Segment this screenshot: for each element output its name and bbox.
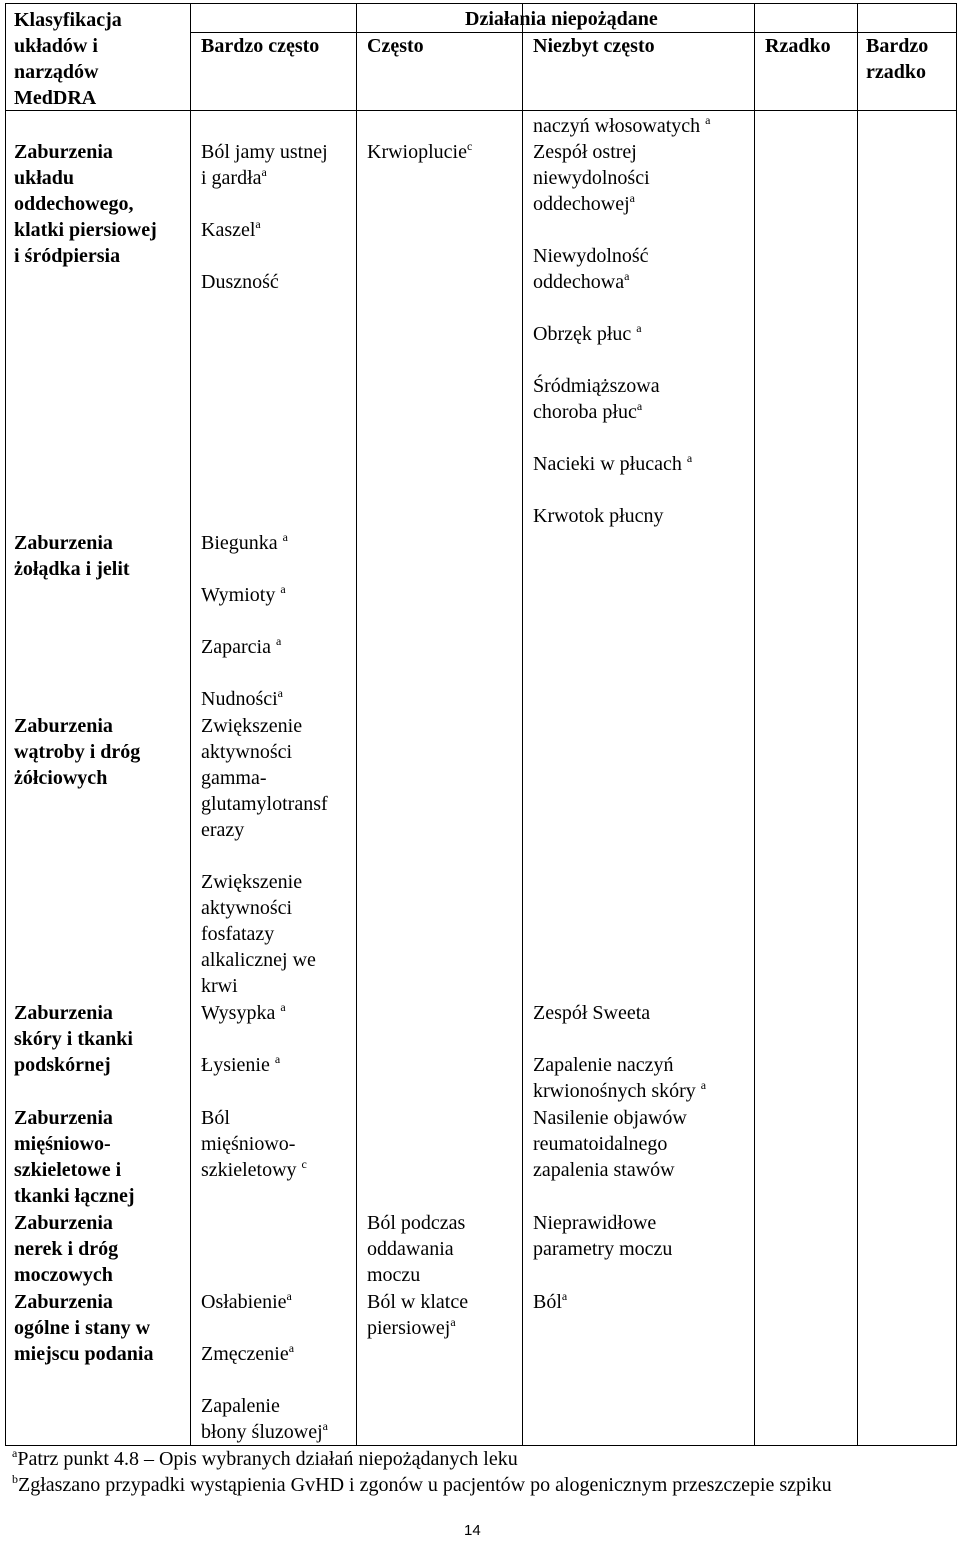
cell-oral-pain: Ból jamy ustnej i gardła$^a$ [201,141,328,189]
cell-pain: Ból$^a$ [533,1289,568,1313]
cell-infiltrates: Nacieki w płucach $^a$ [533,451,693,475]
cell-diarrhea: Biegunka $^a$ [201,530,288,554]
cell-constipation: Zaparcia $^a$ [201,634,282,658]
soc-hepato: Zaburzenia wątroby i dróg żółciowych [14,715,141,789]
cell-ra-flare: Nasilenie objawów reumatoidalnego zapalenia stawów [533,1107,687,1181]
cell-vasculitis: Zapalenie naczyń krwionośnych skóry $^a$ [533,1054,707,1102]
soc-renal: Zaburzenia nerek i dróg moczowych [14,1212,119,1286]
cell-alp: Zwiększenie aktywności fosfatazy alkalicznej we krwi [201,871,316,997]
cell-nausea: Nudności$^a$ [201,686,283,710]
cell-ards: Zespół ostrej niewydolności oddechowej$^a$ [533,141,650,215]
cell-msk-pain: Ból mięśniowo- szkieletowy $^c$ [201,1107,307,1181]
cell-capillary: naczyń włosowatych $^a$ [533,113,711,137]
cell-chest-pain: Ból w klatce piersiowej$^a$ [367,1291,469,1339]
soc-musculo: Zaburzenia mięśniowo- szkieletowe i tkanki łącznej [14,1107,135,1207]
footnote-b: $^b$Zgłaszano przypadki wystąpienia GvHD i zgonów u pacjentów po alogenicznym przeszczepie szpiku [12,1472,832,1496]
page-number: 14 [464,1522,481,1539]
soc-general: Zaburzenia ogólne i stany w miejscu podania [14,1291,154,1365]
header-rare: Rzadko [765,35,831,57]
cell-mucositis: Zapalenie błony śluzowej$^a$ [201,1395,328,1443]
col-divider [857,4,858,1445]
cell-asthenia: Osłabienie$^a$ [201,1289,292,1313]
header-common: Często [367,35,424,57]
cell-dysuria: Ból podczas oddawania moczu [367,1212,466,1286]
cell-dyspnea: Duszność [201,271,279,293]
col-divider [190,4,191,1445]
col-divider [754,4,755,1445]
cell-cough: Kaszel$^a$ [201,217,261,241]
footnote-a: $^a$Patrz punkt 4.8 – Opis wybranych działań niepożądanych leku [12,1446,518,1470]
cell-pulm-hemorrhage: Krwotok płucny [533,505,664,527]
col-divider [356,4,357,1445]
cell-rash: Wysypka $^a$ [201,1000,286,1024]
header-title: Działania niepożądane [465,8,658,30]
soc-respiratory: Zaburzenia układu oddechowego, klatki piersiowej i śródpiersia [14,141,157,267]
cell-resp-failure: Niewydolność oddechowa$^a$ [533,245,649,293]
header-very-common: Bardzo często [201,35,320,57]
header-classification: Klasyfikacja układów i narządów MedDRA [14,9,122,109]
soc-skin: Zaburzenia skóry i tkanki podskórnej [14,1002,133,1076]
cell-pulm-edema: Obrzęk płuc $^a$ [533,321,642,345]
cell-sweet: Zespół Sweeta [533,1002,651,1024]
soc-gastro: Zaburzenia żołądka i jelit [14,532,130,580]
header-uncommon: Niezbyt często [533,35,655,57]
cell-hemoptysis: Krwioplucie$^c$ [367,139,473,163]
col-divider [522,4,523,1445]
cell-alopecia: Łysienie $^a$ [201,1052,281,1076]
cell-ggt: Zwiększenie aktywności gamma- glutamylotransf erazy [201,715,328,841]
cell-vomiting: Wymioty $^a$ [201,582,286,606]
header-bottom [6,110,956,111]
cell-fatigue: Zmęczenie$^a$ [201,1341,295,1365]
cell-ild: Śródmiąższowa choroba płuc$^a$ [533,375,660,423]
header-very-rare: Bardzo rzadko [866,35,929,83]
cell-urine-abn: Nieprawidłowe parametry moczu [533,1212,673,1260]
